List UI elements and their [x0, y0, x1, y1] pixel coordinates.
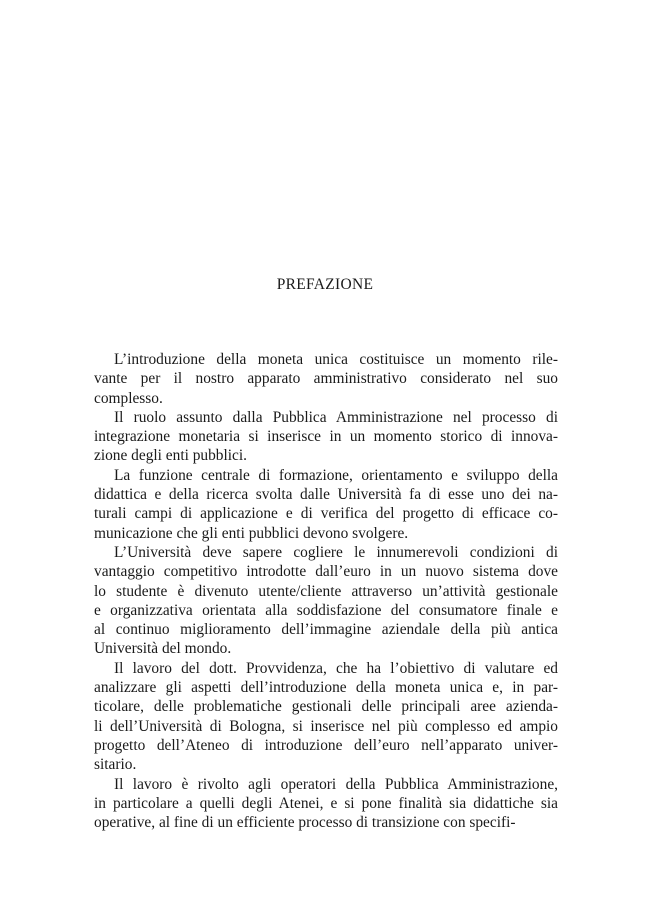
text-line: integrazione monetaria si inserisce in un momento storico di innova-: [94, 428, 558, 446]
paragraph: [94, 408, 558, 466]
text-line: La funzione centrale di formazione, orientamento e sviluppo della: [114, 466, 558, 484]
text-line: zione degli enti pubblici.: [94, 447, 248, 465]
text-line: al continuo miglioramento dell’immagine aziendale della più antica: [94, 621, 558, 639]
body-text: [94, 350, 558, 832]
text-line: e organizzativa orientata alla soddisfazione del consumatore finale e: [94, 601, 558, 619]
text-line: in particolare a quelli degli Atenei, e si pone finalità sia didattiche sia: [94, 794, 558, 812]
text-line: Università del mondo.: [94, 640, 232, 658]
text-line: progetto dell’Ateneo di introduzione dell’euro nell’apparato univer-: [94, 736, 558, 754]
text-line: Il lavoro del dott. Provvidenza, che ha l’obiettivo di valutare ed: [114, 659, 558, 677]
text-line: vantaggio competitivo introdotte dall’euro in un nuovo sistema dove: [94, 563, 558, 581]
text-line: municazione che gli enti pubblici devono svolgere.: [94, 524, 409, 542]
text-line: complesso.: [94, 389, 163, 407]
text-line: analizzare gli aspetti dell’introduzione della moneta unica e, in par-: [94, 679, 558, 697]
paragraph: [94, 659, 558, 775]
paragraph: [94, 350, 558, 408]
text-line: L’introduzione della moneta unica costituisce un momento rile-: [114, 351, 558, 368]
page-title: PREFAZIONE: [276, 276, 374, 293]
text-line: Il lavoro è rivolto agli operatori della Pubblica Amministrazione,: [114, 775, 558, 793]
text-line: L’Università deve sapere cogliere le innumerevoli condizioni di: [114, 543, 558, 561]
paragraph: [94, 543, 558, 659]
text-line: li dell’Università di Bologna, si inserisce nel più complesso ed ampio: [94, 717, 558, 735]
text-line: vante per il nostro apparato amministrativo considerato nel suo: [94, 370, 558, 388]
text-line: didattica e della ricerca svolta dalle Università fa di esse uno dei na-: [94, 486, 558, 504]
paragraph: [94, 775, 558, 833]
text-line: Il ruolo assunto dalla Pubblica Amministrazione nel processo di: [114, 408, 558, 426]
text-line: operative, al fine di un efficiente processo di transizione con specifi-: [94, 814, 516, 832]
text-line: lo studente è divenuto utente/cliente attraverso un’attività gestionale: [94, 582, 558, 600]
text-line: ticolare, delle problematiche gestionali delle principali aree azienda-: [94, 698, 558, 716]
paragraph: [94, 466, 558, 543]
text-line: sitario.: [94, 756, 137, 774]
text-line: turali campi di applicazione e di verifica del progetto di efficace co-: [94, 505, 558, 523]
